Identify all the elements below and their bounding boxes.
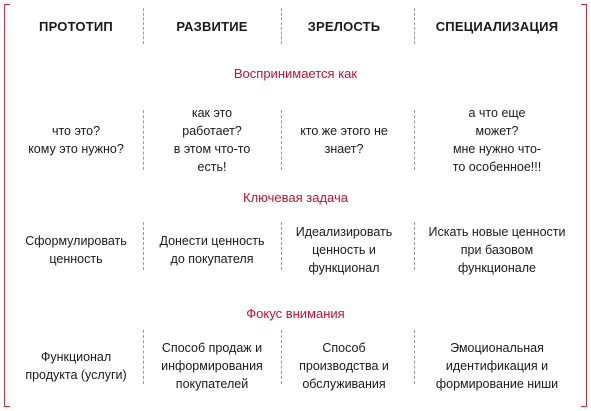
cell-line: есть!	[197, 160, 227, 174]
cell-line: а что еще	[468, 106, 526, 120]
cell-line: Способ продаж и	[161, 341, 263, 355]
cell-line: идентификация и	[445, 359, 549, 373]
cell-line: в этом что-то	[173, 142, 251, 156]
stage-cell	[280, 223, 408, 277]
stage-cell	[8, 348, 144, 384]
cell-line: Искать новые ценности	[428, 225, 566, 239]
cell-line: ценность и	[312, 243, 376, 257]
cell-line: обслуживания	[302, 377, 386, 391]
stage-cell	[420, 223, 574, 277]
cell-line: ценность	[49, 252, 103, 266]
section-title: Фокус внимания	[246, 306, 345, 321]
column-separator	[414, 222, 415, 270]
column-separator	[414, 110, 415, 170]
cell-line: кто же этого не	[300, 124, 388, 138]
cell-line: то особенное!!!	[452, 160, 542, 174]
cell-line: при базовом	[460, 243, 534, 257]
cell-line: функционал	[308, 261, 380, 275]
stage-header: ЗРЕЛОСТЬ	[307, 19, 381, 34]
section-title: Ключевая задача	[243, 190, 348, 205]
cell-line: мне нужно что-	[452, 142, 542, 156]
left-bracket	[4, 4, 10, 407]
cell-line: формирование ниши	[435, 377, 559, 391]
column-separator	[414, 8, 415, 44]
stage-cell	[280, 339, 408, 393]
cell-line: продукта (услуги)	[25, 368, 127, 382]
cell-line: Сформулировать	[25, 234, 127, 248]
cell-line: до покупателя	[170, 252, 254, 266]
cell-line: Функционал	[40, 350, 112, 364]
cell-line: кому это нужно?	[28, 142, 124, 156]
section-title: Воспринимается как	[233, 66, 358, 81]
stage-header: РАЗВИТИЕ	[176, 19, 248, 34]
cell-line: Донести ценность	[159, 234, 265, 248]
stage-cell	[420, 104, 574, 176]
stage-cell	[145, 232, 279, 268]
cell-line: может?	[475, 124, 519, 138]
cell-line: работает?	[182, 124, 242, 138]
cell-line: как это	[191, 106, 233, 120]
cell-line: Идеализировать	[295, 225, 393, 239]
stage-cell	[8, 232, 144, 268]
cell-line: производства и	[299, 359, 389, 373]
stage-cell	[420, 339, 574, 393]
cell-line: знает?	[324, 142, 364, 156]
stage-header: ПРОТОТИП	[39, 19, 113, 34]
cell-line: Способ	[322, 341, 366, 355]
cell-line: покупателей	[175, 377, 249, 391]
stage-cell	[145, 339, 279, 393]
stage-header: СПЕЦИАЛИЗАЦИЯ	[435, 19, 559, 34]
cell-line: Эмоциональная	[450, 341, 544, 355]
cell-line: функционале	[458, 261, 536, 275]
stage-cell	[8, 122, 144, 158]
stage-cell	[280, 122, 408, 158]
stage-cell	[145, 104, 279, 176]
cell-line: информирования	[161, 359, 263, 373]
right-bracket	[581, 4, 587, 407]
column-separator	[414, 330, 415, 384]
cell-line: что это?	[51, 124, 101, 138]
